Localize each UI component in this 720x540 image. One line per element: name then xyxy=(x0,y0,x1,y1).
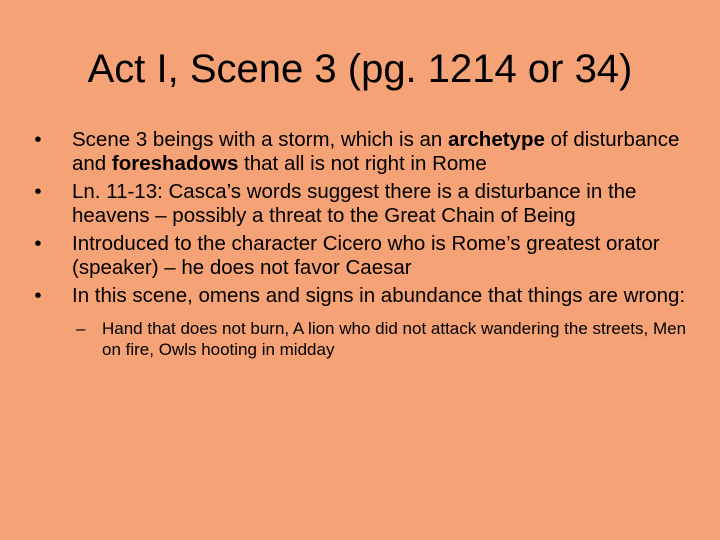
sub-bullet-dash: – xyxy=(76,319,86,338)
bullet-dot: • xyxy=(34,284,42,307)
bullet-text: Introduced to the character Cicero who is Rome’s greatest orator (speaker) – he does not favor Caesar xyxy=(72,232,660,279)
sub-bullet-item xyxy=(72,318,688,360)
bullet-bold-term: archetype xyxy=(448,128,545,151)
bullet-text-part: that all is not right in Rome xyxy=(238,152,487,175)
bullet-dot: • xyxy=(34,128,42,151)
bullet-list xyxy=(28,128,688,360)
bullet-item xyxy=(28,284,688,360)
bullet-dot: • xyxy=(34,232,42,255)
slide-title: Act I, Scene 3 (pg. 1214 or 34) xyxy=(87,47,633,91)
bullet-text-part: of disturbance and xyxy=(72,128,680,175)
sub-bullet-text: Hand that does not burn, A lion who did not attack wandering the streets, Men on fire, Owls hooting in midday xyxy=(102,319,687,359)
bullet-text: In this scene, omens and signs in abundance that things are wrong: xyxy=(72,284,686,307)
sub-bullet-list xyxy=(72,318,688,360)
bullet-item xyxy=(28,128,688,176)
bullet-bold-term: foreshadows xyxy=(111,152,239,175)
bullet-item xyxy=(28,232,688,280)
bullet-text: Ln. 11-13: Casca’s words suggest there is a disturbance in the heavens – possibly a threat to the Great Chain of Being xyxy=(72,180,637,227)
bullet-dot: • xyxy=(34,180,42,203)
bullet-text-part: Scene 3 beings with a storm, which is an xyxy=(72,128,449,151)
bullet-item xyxy=(28,180,688,228)
